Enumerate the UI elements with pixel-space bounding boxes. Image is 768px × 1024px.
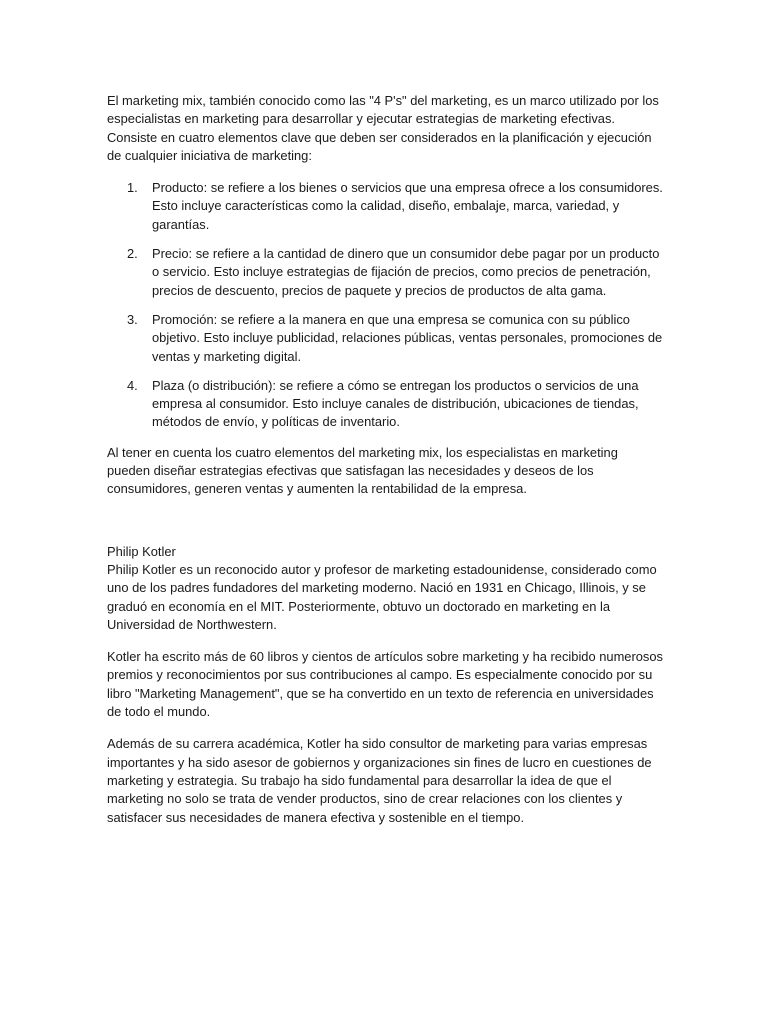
section-spacer xyxy=(107,513,663,543)
list-item-text: Precio: se refiere a la cantidad de dinero que un consumidor debe pagar por un producto o servicio. Esto incluye estrategias de fijación de precios, como precios de penetración, precios de descuento, precios de paquete y precios de productos de alta gama. xyxy=(152,246,660,298)
list-item xyxy=(107,245,663,300)
list-number: 2. xyxy=(127,246,138,262)
kotler-paragraph-3: Además de su carrera académica, Kotler ha sido consultor de marketing para varias empresas importantes y ha sido asesor de gobiernos y organizaciones sin fines de lucro en cuestiones de marketing y estrategia. Su trabajo ha sido fundamental para desarrollar la idea de que el marketing no solo se trata de vender productos, sino de crear relaciones con los clientes y satisfacer sus necesidades de manera efectiva y sostenible en el tiempo. xyxy=(107,736,652,825)
conclusion-paragraph: Al tener en cuenta los cuatro elementos del marketing mix, los especialistas en marketing pueden diseñar estrategias efectivas que satisfagan las necesidades y deseos de los consumidores, generen ventas y aumenten la rentabilidad de la empresa. xyxy=(107,444,618,497)
kotler-paragraph-1: Philip Kotler es un reconocido autor y profesor de marketing estadounidense, considerado como uno de los padres fundadores del marketing moderno. Nació en 1931 en Chicago, Illinois, y se graduó en economía en el MIT. Posteriormente, obtuvo un doctorado en marketing en la Universidad de Northwestern. xyxy=(107,561,657,632)
list-item-text: Plaza (o distribución): se refiere a cómo se entregan los productos o servicios de una empresa al consumidor. Esto incluye canales de distribución, ubicaciones de tiendas, métodos de envío, y políticas de inventario. xyxy=(152,377,639,430)
section-heading: Philip Kotler xyxy=(107,543,176,559)
marketing-mix-list xyxy=(107,179,663,432)
list-number: 3. xyxy=(127,311,138,327)
intro-paragraph: El marketing mix, también conocido como las "4 P's" del marketing, es un marco utilizado por los especialistas en marketing para desarrollar y ejecutar estrategias de marketing efectivas. Consiste en cuatro elementos clave que deben ser considerados en la planificación y ejecución de cualquier iniciativa de marketing: xyxy=(107,93,659,163)
list-item xyxy=(107,311,663,366)
list-item xyxy=(107,377,663,432)
kotler-paragraph-2: Kotler ha escrito más de 60 libros y cientos de artículos sobre marketing y ha recibido numerosos premios y reconocimientos por sus contribuciones al campo. Es especialmente conocido por su libro "Marketing Management", que se ha convertido en un texto de referencia en universidades de todo el mundo. xyxy=(107,649,663,720)
list-number: 1. xyxy=(127,180,138,196)
list-item-text: Producto: se refiere a los bienes o servicios que una empresa ofrece a los consumidores. Esto incluye características como la calidad, diseño, embalaje, marca, variedad, y garantías. xyxy=(152,180,663,232)
list-number: 4. xyxy=(127,377,138,393)
list-item-text: Promoción: se refiere a la manera en que una empresa se comunica con su público objetivo. Esto incluye publicidad, relaciones públicas, ventas personales, promociones de ventas y marketing digital. xyxy=(152,311,663,364)
document-page xyxy=(107,92,663,841)
list-item xyxy=(107,179,663,234)
